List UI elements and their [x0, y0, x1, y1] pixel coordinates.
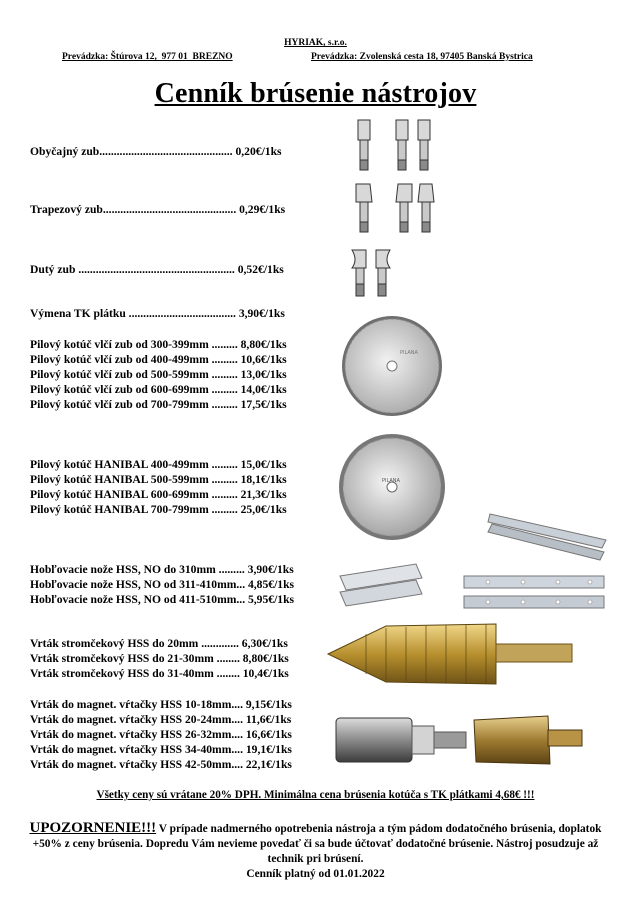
- price-row: Vrták stromčekový HSS do 20mm ............. 6,30€/1ks: [30, 637, 288, 650]
- price-row: Hobľovacie nože HSS, NO od 411-510mm... 5,95€/1ks: [30, 593, 295, 606]
- price-row: Vrták do magnet. vŕtačky HSS 26-32mm.... 16,6€/1ks: [30, 728, 292, 741]
- price-group-tk-replacement: [30, 306, 285, 321]
- price-row: Hobľovacie nože HSS, NO do 310mm ......... 3,90€/1ks: [30, 563, 294, 576]
- svg-text:PILANA: PILANA: [400, 350, 418, 356]
- price-row: Trapezový zub.............................................. 0,29€/1ks: [30, 203, 286, 216]
- valid-from: Cenník platný od 01.01.2022: [246, 868, 385, 880]
- price-row: Vrták do magnet. vŕtačky HSS 20-24mm.... 11,6€/1ks: [30, 713, 292, 726]
- price-group-planer-knives: [30, 562, 294, 607]
- price-row: Vrták do magnet. vŕtačky HSS 34-40mm.... 19,1€/1ks: [30, 743, 292, 756]
- branch-banska-bystrica: Prevádzka: Zvolenská cesta 18, 97405 Banská Bystrica: [311, 52, 533, 62]
- price-row: Pilový kotúč HANIBAL 500-599mm ......... 18,1€/1ks: [30, 473, 287, 486]
- vat-note: Všetky ceny sú vrátane 20% DPH. Minimálna cena brúsenia kotúča s TK plátkami 4,68€ !!!: [96, 789, 535, 801]
- branch-brezno: Prevádzka: Štúrova 12, 977 01 BREZNO: [62, 52, 233, 62]
- step-drill-photo: [326, 622, 574, 686]
- price-row: Vrták do magnet. vŕtačky HSS 42-50mm.... 22,1€/1ks: [30, 758, 292, 771]
- planer-knives-photo: [338, 512, 610, 616]
- price-row: Vrták stromčekový HSS do 31-40mm ........ 10,4€/1ks: [30, 667, 289, 680]
- price-row: Dutý zub ...................................................... 0,52€/1ks: [30, 263, 284, 276]
- price-group-wolf-saw: [30, 337, 287, 412]
- price-row: Hobľovacie nože HSS, NO od 311-410mm... 4,85€/1ks: [30, 578, 295, 591]
- flat-tooth-illustration: [350, 118, 440, 176]
- warning-label: UPOZORNENIE!!!: [29, 820, 157, 836]
- warning-text: V prípade nadmerného opotrebenia nástroja a tým pádom dodatočného brúsenia, doplatok +50% z ceny brúsenia. Dopredu Vám nevieme povedať či sa bude účtovať dodatočné brúsenie. Nástroj posudzuje až technik pri brúsení.: [32, 823, 602, 865]
- trapezoid-tooth-illustration: [350, 182, 440, 238]
- price-row: Pilový kotúč vlčí zub od 600-699mm ......... 14,0€/1ks: [30, 383, 287, 396]
- company-name: HYRIAK, s.r.o.: [284, 38, 347, 48]
- price-group-annular-cutter: [30, 697, 292, 772]
- price-group-step-drill: [30, 636, 289, 681]
- svg-text:PILANA: PILANA: [382, 478, 400, 484]
- price-row: Pilový kotúč HANIBAL 600-699mm ......... 21,3€/1ks: [30, 488, 287, 501]
- price-row: Výmena TK plátku ..................................... 3,90€/1ks: [30, 307, 285, 320]
- annular-cutter-photo: [334, 712, 624, 770]
- price-row: Pilový kotúč vlčí zub od 300-399mm ......... 8,80€/1ks: [30, 338, 287, 351]
- hollow-tooth-illustration: [350, 248, 400, 300]
- price-row: Vrták do magnet. vŕtačky HSS 10-18mm.... 9,15€/1ks: [30, 698, 292, 711]
- price-row: Vrták stromčekový HSS do 21-30mm ........ 8,80€/1ks: [30, 652, 289, 665]
- wolf-tooth-saw-blade-photo: [340, 312, 444, 420]
- price-group-hanibal-saw: [30, 457, 287, 517]
- price-row: Pilový kotúč vlčí zub od 700-799mm ......... 17,5€/1ks: [30, 398, 287, 411]
- price-row: Pilový kotúč HANIBAL 700-799mm ......... 25,0€/1ks: [30, 503, 287, 516]
- price-row: Pilový kotúč vlčí zub od 500-599mm ......... 13,0€/1ks: [30, 368, 287, 381]
- warning-block: [20, 821, 611, 882]
- price-row: Obyčajný zub.............................................. 0,20€/1ks: [30, 145, 282, 158]
- price-group-plain-tooth: [30, 144, 282, 159]
- price-row: Pilový kotúč vlčí zub od 400-499mm ......... 10,6€/1ks: [30, 353, 287, 366]
- price-group-hollow-tooth: [30, 262, 284, 277]
- price-row: Pilový kotúč HANIBAL 400-499mm ......... 15,0€/1ks: [30, 458, 287, 471]
- price-group-trapezoid-tooth: [30, 202, 285, 217]
- page-title: Cenník brúsenie nástrojov: [154, 78, 477, 109]
